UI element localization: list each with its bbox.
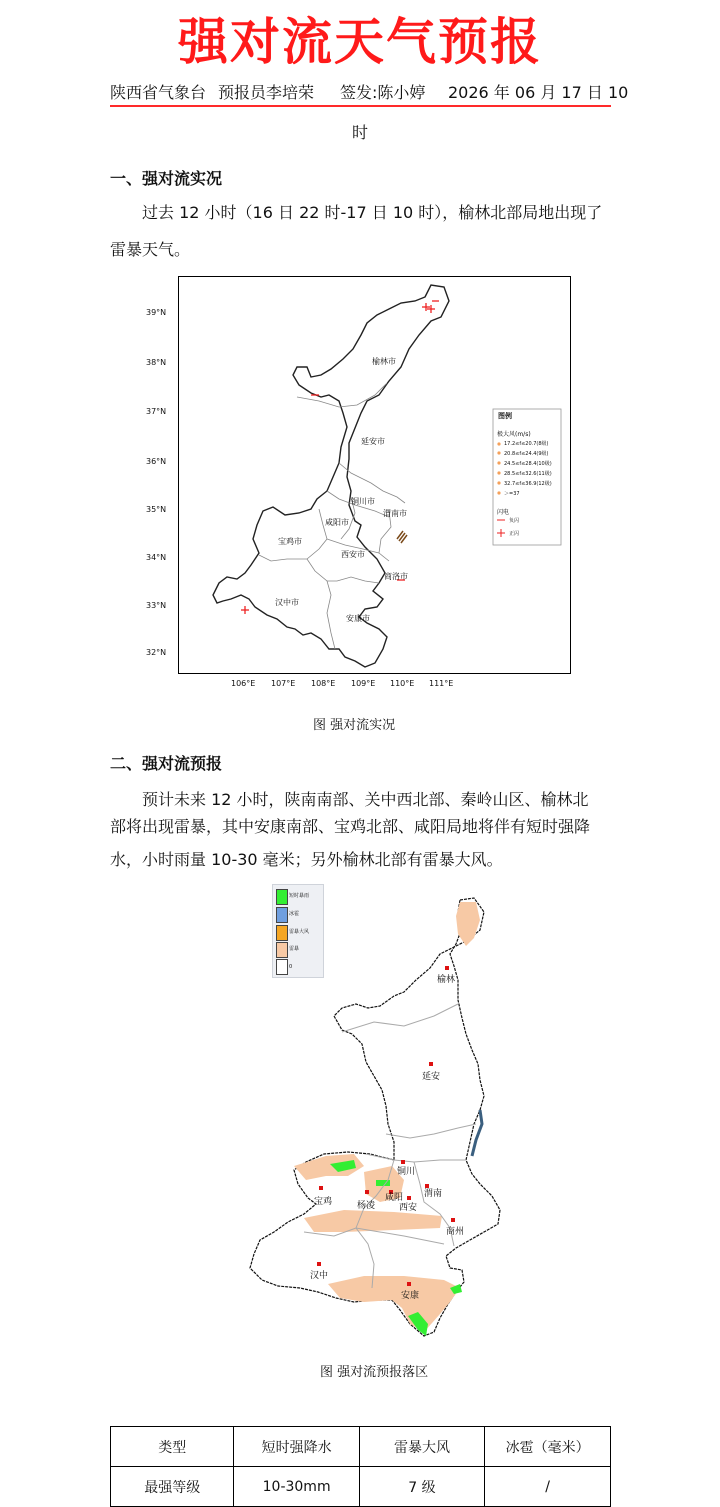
lat-tick: 35°N <box>146 505 167 514</box>
lon-tick: 106°E <box>231 679 256 688</box>
table-cell: 7 级 <box>359 1467 484 1507</box>
city-label: 汉中 <box>310 1271 329 1281</box>
lon-tick: 111°E <box>429 679 454 688</box>
city-label: 西安 <box>399 1203 418 1213</box>
city-label: 铜川市 <box>351 497 375 506</box>
table-cell: 10-30mm <box>234 1467 359 1507</box>
forecaster: 预报员李培荣 <box>218 83 315 102</box>
city-label: 商洛市 <box>384 572 408 581</box>
section2-text-line3: 水，小时雨量 10-30 毫米；另外榆林北部有雷暴大风。 <box>110 850 503 869</box>
section1-text-line2: 雷暴天气。 <box>110 240 191 259</box>
legend-title: 图例 <box>498 412 512 420</box>
legend-swatch <box>276 907 288 923</box>
legend-wind-item: 32.7≤f≤36.9(12级) <box>504 481 552 487</box>
city-label: 咸阳 <box>385 1193 404 1203</box>
city-label: 汉中市 <box>275 598 299 607</box>
legend-lightning-item: 正闪 <box>509 531 520 537</box>
city-label: 延安 <box>422 1072 441 1082</box>
section2-heading: 二、强对流预报 <box>110 754 223 773</box>
lon-tick: 107°E <box>271 679 296 688</box>
section1-heading: 一、强对流实况 <box>110 169 223 188</box>
legend-swatch <box>276 925 288 941</box>
legend-swatch <box>276 889 288 905</box>
section1-text-line1: 过去 12 小时（16 日 22 时-17 日 10 时），榆林北部局地出现了 <box>142 203 603 222</box>
observation-map <box>146 276 571 688</box>
legend-wind-title: 极大风(m/s) <box>497 431 531 438</box>
city-label: 榆林市 <box>372 357 396 366</box>
lat-tick: 34°N <box>146 553 167 562</box>
lat-tick: 36°N <box>146 457 167 466</box>
section2-text-line1: 预计未来 12 小时，陕南南部、关中西北部、秦岭山区、榆林北 <box>142 790 589 809</box>
legend-label: 冰雹 <box>289 911 300 917</box>
city-label: 延安市 <box>361 437 385 446</box>
legend-wind-item: 17.2≤f≤20.7(8级) <box>504 441 549 447</box>
city-label: 安康市 <box>346 614 370 623</box>
lon-tick: 108°E <box>311 679 336 688</box>
city-label: 榆林 <box>437 975 456 985</box>
table-header-cell: 冰雹（毫米） <box>485 1427 611 1467</box>
city-label: 铜川 <box>397 1167 416 1177</box>
lon-tick: 109°E <box>351 679 376 688</box>
legend-lightning-title: 闪电 <box>497 509 510 516</box>
city-label: 西安市 <box>341 550 365 559</box>
issue-date: 2026 年 06 月 17 日 10 <box>448 83 629 102</box>
city-label: 宝鸡市 <box>278 537 302 546</box>
table-header-cell: 雷暴大风 <box>359 1427 484 1467</box>
legend-swatch <box>276 959 288 975</box>
city-label: 咸阳市 <box>325 518 349 527</box>
city-label: 渭南市 <box>383 509 407 518</box>
forecast-map <box>244 884 514 1344</box>
lat-tick: 38°N <box>146 358 167 367</box>
lon-tick: 110°E <box>390 679 415 688</box>
legend-label: 雷暴 <box>289 946 300 952</box>
legend-lightning-item: 负闪 <box>509 518 520 524</box>
document-header <box>110 80 629 106</box>
legend-swatch <box>276 942 288 958</box>
figure2-caption: 图 强对流预报落区 <box>320 1365 429 1380</box>
legend-label: 0 <box>289 964 293 970</box>
issue-date-tail: 时 <box>352 123 369 142</box>
table-header-cell: 短时强降水 <box>234 1427 359 1467</box>
issuer: 签发:陈小婷 <box>340 83 426 102</box>
figure1-caption: 图 强对流实况 <box>313 718 396 733</box>
city-label: 商州 <box>446 1227 465 1237</box>
legend-wind-item: ＞=37 <box>504 491 520 497</box>
table-header-row <box>111 1427 611 1467</box>
city-label: 杨凌 <box>357 1201 376 1211</box>
table-cell: / <box>485 1467 611 1507</box>
lat-tick: 32°N <box>146 648 167 657</box>
forecast-legend <box>272 884 324 978</box>
agency: 陕西省气象台 <box>110 83 207 102</box>
legend-wind-item: 28.5≤f≤32.6(11级) <box>504 471 552 477</box>
city-label: 宝鸡 <box>314 1197 333 1207</box>
lat-tick: 33°N <box>146 601 167 610</box>
legend-wind-item: 20.8≤f≤24.4(9级) <box>504 451 549 457</box>
city-label: 安康 <box>401 1291 420 1301</box>
table-row <box>111 1467 611 1507</box>
legend-label: 雷暴大风 <box>289 929 310 935</box>
city-label: 渭南 <box>424 1189 443 1199</box>
intensity-table <box>110 1426 611 1507</box>
table-cell: 最强等级 <box>111 1467 234 1507</box>
header-divider <box>110 105 611 107</box>
lat-tick: 37°N <box>146 407 167 416</box>
page-title: 强对流天气预报 <box>178 13 542 71</box>
legend-label: 短时暴雨 <box>289 893 310 899</box>
table-header-cell: 类型 <box>111 1427 234 1467</box>
legend-wind-item: 24.5≤f≤28.4(10级) <box>504 461 552 467</box>
lat-tick: 39°N <box>146 308 167 317</box>
section2-text-line2: 部将出现雷暴，其中安康南部、宝鸡北部、咸阳局地将伴有短时强降 <box>110 817 591 836</box>
